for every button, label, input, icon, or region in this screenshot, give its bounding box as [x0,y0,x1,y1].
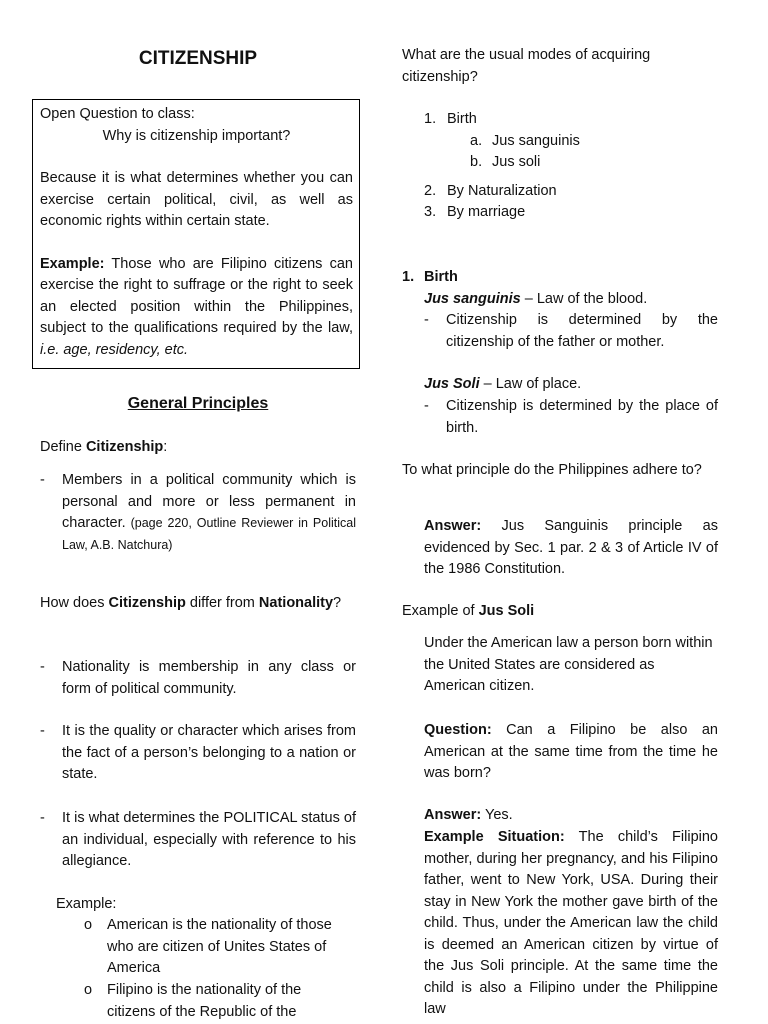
birth-heading-num: 1. [402,269,415,285]
citizenship-vs-nationality-question [40,593,356,615]
american-law-text: Under the American law a person born within the United States are considered as American citizen. [424,635,713,694]
jus-sanguinis-line [424,289,647,311]
dash-bullet: - [40,810,45,826]
answer-yes [424,805,513,827]
define-citizenship [40,437,167,459]
answer-text: Jus Sanguinis principle as evidenced by Sec. 1 par. 2 & 3 of Article IV of the 1986 Constitution. [424,518,718,577]
question-paragraph [424,720,718,785]
answer2-label: Answer: [424,807,482,823]
dash-bullet: - [40,723,45,739]
birth-sub-label-b: Jus soli [492,154,541,170]
mode-label-2: By Naturalization [447,183,557,199]
nationality-text-1: Nationality is membership in any class or form of political community. [62,659,356,697]
mode-number-3: 3. [424,204,437,220]
example-text: Those who are Filipino citizens can exercise the right to suffrage or the right to seek an elected position within the Philippines, subject to the qualifications required by the law, [40,255,353,336]
example-italic: i.e. age, residency, etc. [40,341,189,358]
example-situation [424,827,718,1021]
how-mid: differ from [185,595,259,611]
mode-label-1: Birth [447,111,477,127]
answer-label: Answer: [424,518,482,534]
answer2-text: Yes. [481,807,513,823]
open-question-box [32,99,360,369]
general-principles-heading: General Principles [127,395,269,412]
jus-soli-term: Jus Soli [424,376,480,392]
birth-heading: Birth [424,269,458,285]
how-bold-citizenship: Citizenship [108,595,186,611]
define-bold: Citizenship [85,439,164,455]
jus-sanguinis-desc-item [424,310,718,353]
nationality-text-3: It is what determines the POLITICAL status of an individual, especially with reference to his allegiance. [62,810,356,869]
jus-soli-def: – Law of place. [479,376,582,392]
birth-sub-num-b: b. [470,154,483,170]
example-prefix: Example of [402,603,479,619]
mode-label-3: By marriage [447,204,526,220]
jus-sanguinis-desc: Citizenship is determined by the citizenship of the father or mother. [446,312,718,350]
principle-answer [424,516,718,581]
example-jus-soli-heading [402,601,534,623]
nationality-item-3 [40,808,356,873]
modes-question: What are the usual modes of acquiring citizenship? [402,47,651,85]
how-prefix: How does [40,595,109,611]
jus-soli-desc: Citizenship is determined by the place of birth. [446,398,718,436]
example-label: Example: [40,255,105,272]
open-question-label: Open Question to class: [40,106,195,122]
example-bold: Jus Soli [478,603,535,619]
because-text: Because it is what determines whether you can exercise certain political, civil, as well as economic rights within certain state. [40,170,353,229]
dash-bullet: - [424,312,429,328]
jus-sanguinis-def: – Law of the blood. [520,291,648,307]
situation-text: The child’s Filipino mother, during her pregnancy, and his Filipino father, went to New York, USA. During their stay in New York the mother gave birth of the child. Thus, under the American law the child is deemed an American citizen by virtue of the Jus Soli principle. At the same time the child is also a Filipino under the Philippine law [424,829,718,1017]
define-prefix: Define [40,439,86,455]
circle-bullet-icon: o [84,982,93,998]
why-question: Why is citizenship important? [102,127,291,144]
nationality-item-1 [40,657,356,700]
example-paragraph [40,254,353,362]
example-item-1: American is the nationality of those who are citizen of Unites States of America [107,917,332,976]
jus-soli-line [424,374,581,396]
page-title: CITIZENSHIP [138,48,258,69]
question-label: Question: [424,722,492,738]
birth-sub-label-a: Jus sanguinis [492,133,580,149]
jus-soli-desc-item [424,396,718,439]
circle-bullet-icon: o [84,917,93,933]
definition-text: Members in a political community which is personal and more or less permanent in character. [62,472,356,531]
principle-question: To what principle do the Philippines adhere to? [402,462,702,478]
dash-bullet: - [424,398,429,414]
how-bold-nationality: Nationality [258,595,334,611]
nationality-text-2: It is the quality or character which arises from the fact of a person’s belonging to a nation or state. [62,723,356,782]
definition-item [40,470,356,556]
dash-bullet: - [40,472,45,488]
how-end: ? [333,595,342,611]
dash-bullet: - [40,659,45,675]
definition-ref: (page 220, Outline Reviewer in Political Law, A.B. Natchura) [62,516,356,552]
example-item-2: Filipino is the nationality of the citizens of the Republic of the [107,982,302,1020]
mode-number-2: 2. [424,183,437,199]
question-text: Can a Filipino be also an American at the same time from the time he was born? [424,722,718,781]
nationality-item-2 [40,721,356,786]
nationality-example-label: Example: [56,896,117,912]
jus-sanguinis-term: Jus sanguinis [424,291,521,307]
situation-label: Example Situation: [424,829,565,845]
mode-number-1: 1. [424,111,437,127]
define-colon: : [163,439,168,455]
birth-sub-num-a: a. [470,133,483,149]
